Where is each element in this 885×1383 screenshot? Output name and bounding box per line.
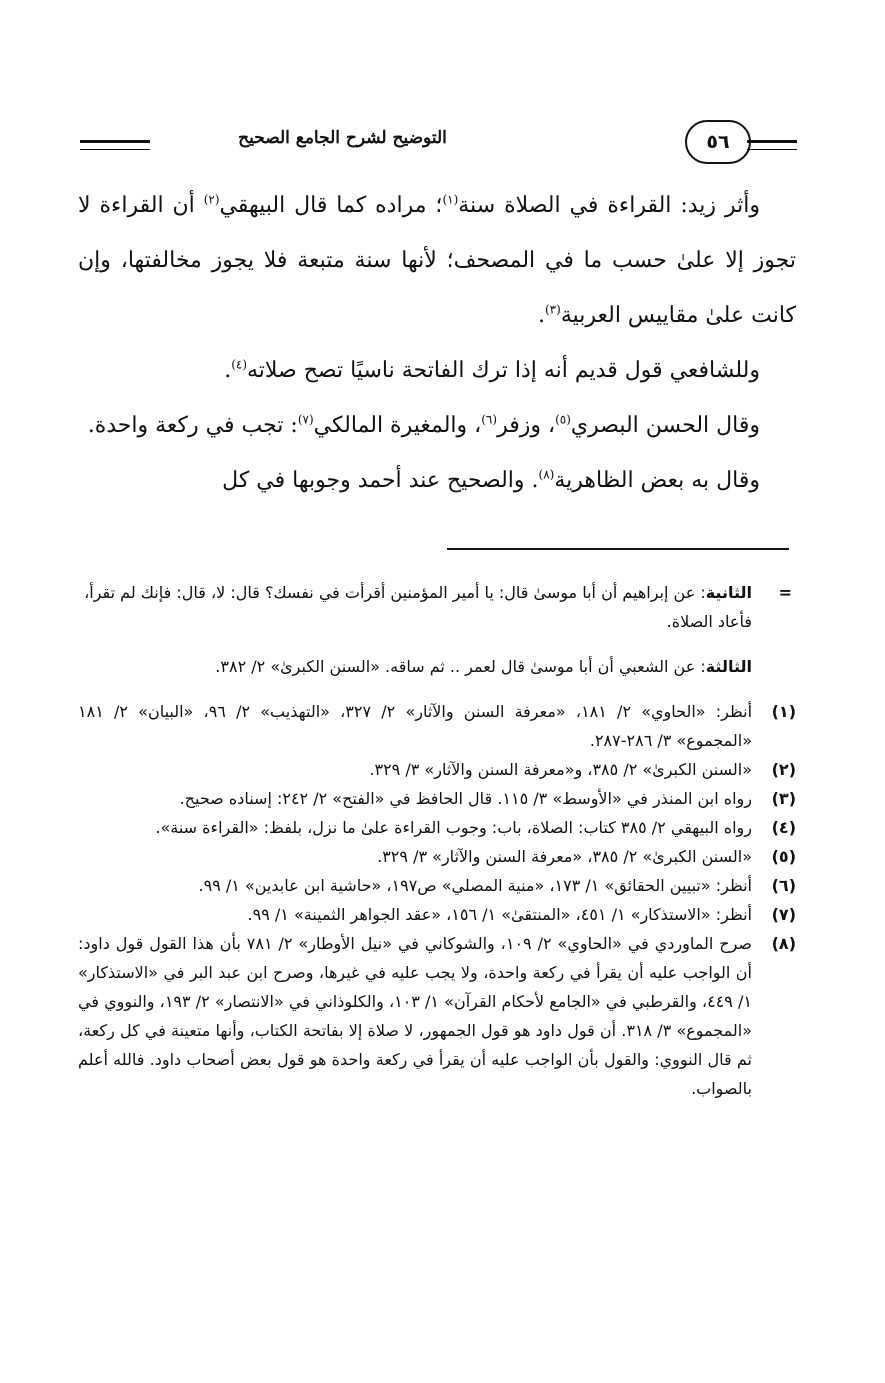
footnote-text: أنظر: «الحاوي» ٢/ ١٨١، «معرفة السنن والآثار» ٢/ ٣٢٧، «التهذيب» ٢/ ٩٦، «البيان» ٢/ ١٨١ «المجموع» ٣/ ٢٨٦-٢٨٧. (78, 702, 753, 750)
p4-text: وقال به بعض الظاهرية (554, 468, 760, 493)
p1-text-c: أن القراءة لا تجوز إلا علىٰ حسب ما في المصحف؛ لأنها سنة متبعة فلا يجوز مخالفتها، وإن كانت علىٰ مقاييس العربية (78, 193, 796, 328)
footnote-number: (٥) (771, 847, 796, 866)
paragraph-2 (78, 343, 796, 398)
footnote-ref-8[interactable]: (٨) (538, 467, 555, 482)
footnotes (78, 562, 796, 1103)
footnote-ref-4[interactable]: (٤) (231, 357, 248, 372)
footnote-text: «السنن الكبرىٰ» ٢/ ٣٨٥، و«معرفة السنن والآثار» ٣/ ٣٢٩. (369, 760, 752, 779)
footnote-1 (78, 697, 796, 755)
second-label: الثانية (705, 583, 752, 602)
footnote-number: (٤) (771, 818, 796, 837)
third-text: : عن الشعبي أن أبا موسىٰ قال لعمر .. ثم ساقه. «السنن الكبرىٰ» ٢/ ٣٨٢. (215, 657, 706, 676)
footnote-4 (78, 813, 796, 842)
footnote-5 (78, 842, 796, 871)
p2-text: وللشافعي قول قديم أنه إذا ترك الفاتحة ناسيًا تصح صلاته (247, 358, 760, 383)
header-rule-right (747, 140, 797, 150)
footnote-8 (78, 929, 796, 1103)
footnote-separator (447, 548, 789, 550)
footnote-number: (١) (771, 702, 796, 721)
footnote-3 (78, 784, 796, 813)
p3-text-d: : تجب في ركعة واحدة. (87, 413, 298, 438)
footnote-text: رواه البيهقي ٢/ ٣٨٥ كتاب: الصلاة، باب: وجوب القراءة علىٰ ما نزل، بلفظ: «القراءة سنة». (155, 818, 752, 837)
continued-footnote (78, 578, 796, 681)
p3-text-c: ، والمغيرة المالكي (313, 413, 482, 438)
p2-text-b: . (224, 358, 232, 383)
footnote-number: (٣) (771, 789, 796, 808)
continuation-mark: = (778, 583, 792, 602)
paragraph-3 (78, 398, 796, 453)
third-label: الثالثة (705, 657, 752, 676)
footnote-2 (78, 755, 796, 784)
footnote-text: «السنن الكبرىٰ» ٢/ ٣٨٥، «معرفة السنن والآثار» ٣/ ٣٢٩. (377, 847, 752, 866)
header-rule-left (80, 140, 150, 150)
footnote-ref-2[interactable]: (٢) (203, 192, 220, 207)
page-number: ٥٦ (685, 120, 751, 164)
page-header (70, 118, 800, 166)
p3-text: وقال الحسن البصري (570, 413, 760, 438)
footnote-text: أنظر: «الاستذكار» ١/ ٤٥١، «المنتقىٰ» ١/ ١٥٦، «عقد الجواهر الثمينة» ١/ ٩٩. (247, 905, 752, 924)
book-title: التوضيح لشرح الجامع الصحيح (238, 128, 447, 148)
second-narration (78, 578, 752, 636)
footnote-ref-1[interactable]: (١) (442, 192, 459, 207)
footnote-number: (٨) (771, 934, 796, 953)
footnote-6 (78, 871, 796, 900)
third-narration (78, 652, 752, 681)
footnote-number: (٢) (771, 760, 796, 779)
paragraph-1 (78, 178, 796, 343)
p3-text-b: ، وزفر (497, 413, 556, 438)
footnote-ref-5[interactable]: (٥) (555, 412, 571, 427)
p1-text: وأثر زيد: القراءة في الصلاة سنة (458, 193, 760, 218)
p1-text-b: ؛ مراده كما قال البيهقي (219, 193, 443, 218)
paragraph-4 (78, 453, 796, 508)
footnote-text: صرح الماوردي في «الحاوي» ٢/ ١٠٩، والشوكاني في «نيل الأوطار» ٢/ ٧٨١ بأن هذا القول قول داود: أن الواجب عليه أن يقرأ في ركعة واحدة، ولا يجب عليه في غيرها، وصرح ابن عبد البر في «الاستذكار» ١/ ٤٤٩، والقرطبي في «الجامع لأحكام القرآن» ١/ ١٠٣، والكلوذاني في «الانتصار» ٢/ ١٩٣، والنووي في «المجموع» ٣/ ٣١٨. أن قول داود هو قول الجمهور، لا صلاة إلا بفاتحة الكتاب، وأنها متعينة في كل ركعة، ثم قال النووي: والقول بأن الواجب عليه أن يقرأ في ركعة واحدة هو قول بعض أصحاب داود. فالله أعلم بالصواب. (78, 934, 752, 1098)
p4-text-b: . والصحيح عند أحمد وجوبها في كل (222, 468, 539, 493)
footnote-number: (٦) (771, 876, 796, 895)
footnote-ref-6[interactable]: (٦) (481, 412, 498, 427)
footnote-text: أنظر: «تبيين الحقائق» ١/ ١٧٣، «منية المصلي» ص١٩٧، «حاشية ابن عابدين» ١/ ٩٩. (198, 876, 752, 895)
footnote-text: رواه ابن المنذر في «الأوسط» ٣/ ١١٥. قال الحافظ في «الفتح» ٢/ ٢٤٢: إسناده صحيح. (179, 789, 752, 808)
footnote-ref-3[interactable]: (٣) (544, 302, 561, 317)
main-text (78, 178, 796, 508)
second-text: : عن إبراهيم أن أبا موسىٰ قال: يا أمير المؤمنين أقرأت في نفسك؟ قال: لا، قال: فإنك لم تقرأ، فأعاد الصلاة. (84, 583, 752, 631)
p1-text-d: . (537, 303, 545, 328)
footnote-ref-7[interactable]: (٧) (297, 412, 314, 427)
footnote-number: (٧) (771, 905, 796, 924)
footnote-7 (78, 900, 796, 929)
